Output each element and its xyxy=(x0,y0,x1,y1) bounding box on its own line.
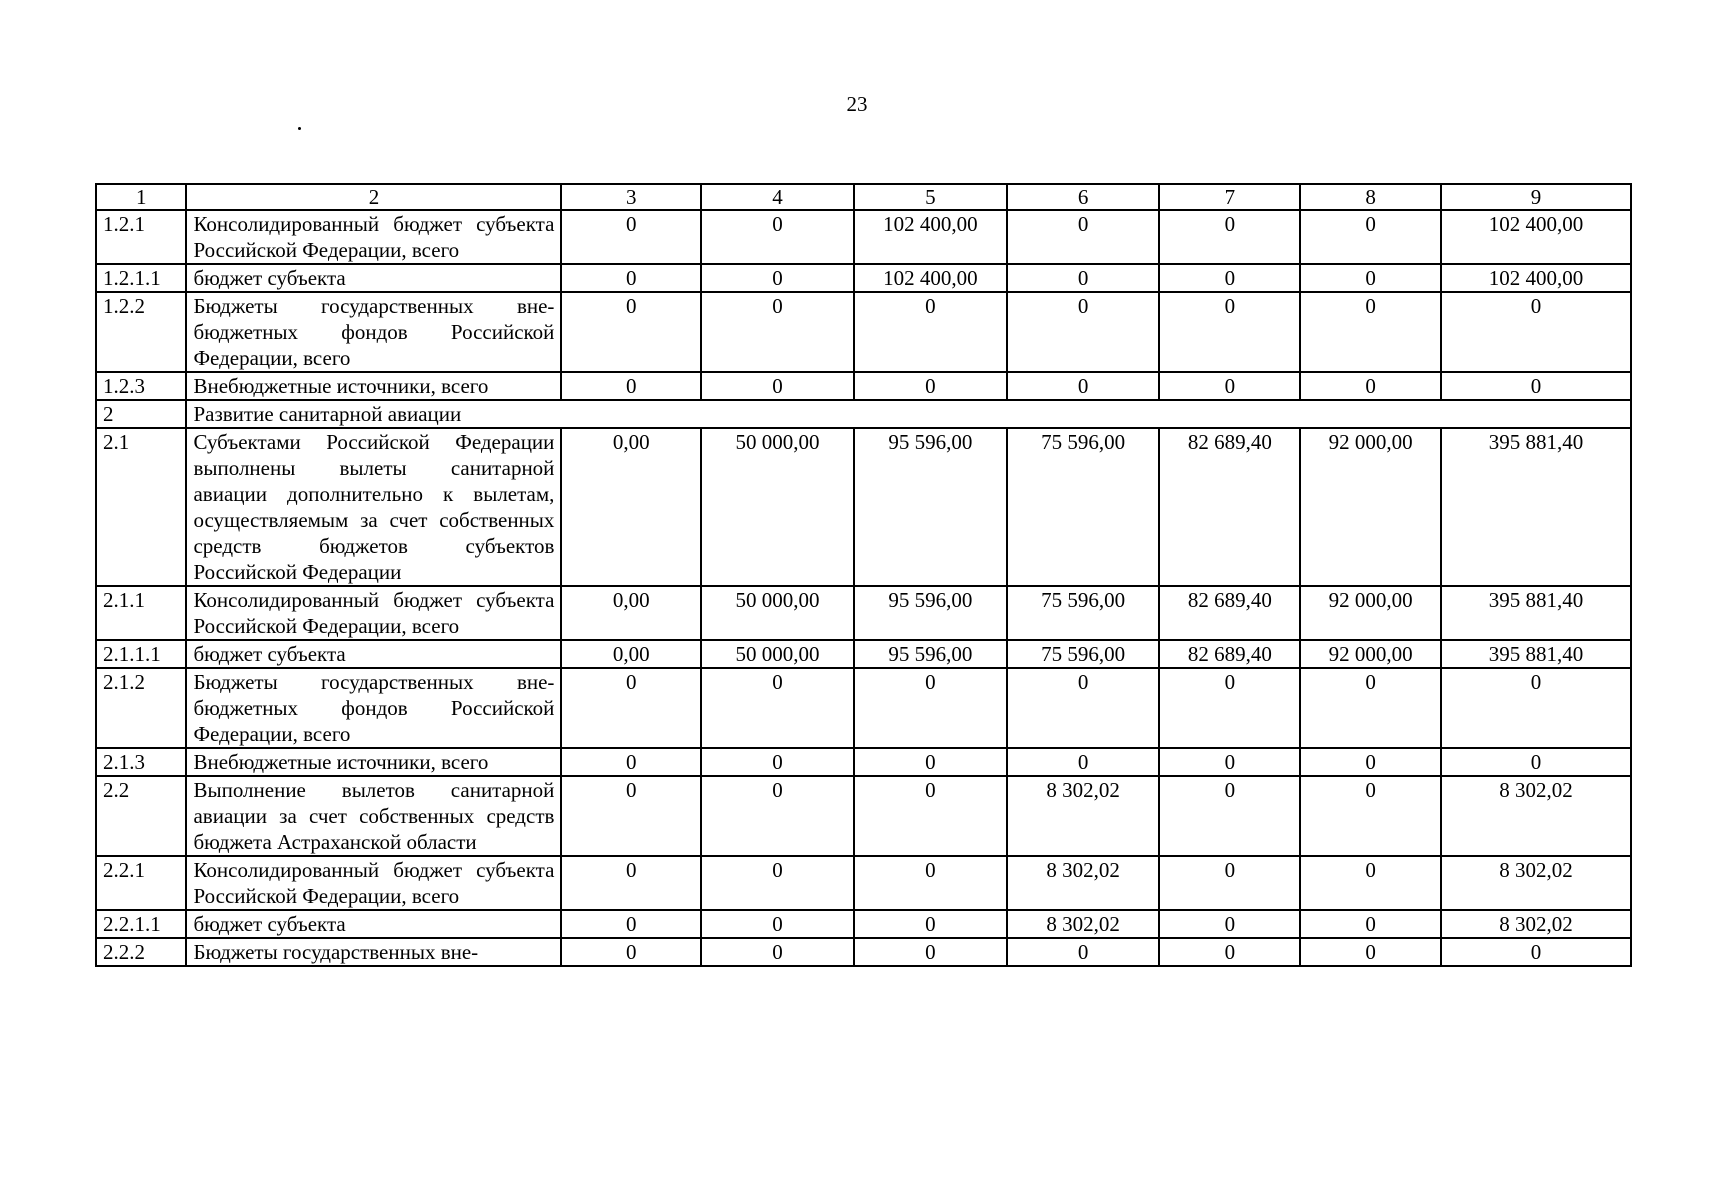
value-col-3: 0 xyxy=(561,668,701,748)
table-row xyxy=(96,748,1631,776)
value-col-5: 0 xyxy=(854,748,1007,776)
value-col-7: 0 xyxy=(1159,776,1300,856)
value-col-4: 0 xyxy=(701,372,854,400)
value-col-6: 8 302,02 xyxy=(1007,910,1160,938)
value-col-4: 0 xyxy=(701,264,854,292)
value-col-9: 102 400,00 xyxy=(1441,210,1631,264)
table-row xyxy=(96,210,1631,264)
table-row xyxy=(96,776,1631,856)
value-col-5: 95 596,00 xyxy=(854,586,1007,640)
value-col-4: 0 xyxy=(701,856,854,910)
value-col-5: 0 xyxy=(854,856,1007,910)
value-col-5: 0 xyxy=(854,910,1007,938)
row-code: 2.2.1 xyxy=(96,856,186,910)
value-col-8: 0 xyxy=(1300,210,1441,264)
value-col-8: 0 xyxy=(1300,856,1441,910)
row-code: 2.1.1.1 xyxy=(96,640,186,668)
value-col-3: 0 xyxy=(561,856,701,910)
row-name: бюджет субъекта xyxy=(186,910,561,938)
table-row xyxy=(96,910,1631,938)
row-code: 2 xyxy=(96,400,186,428)
value-col-4: 0 xyxy=(701,776,854,856)
value-col-3: 0 xyxy=(561,264,701,292)
value-col-9: 395 881,40 xyxy=(1441,428,1631,586)
value-col-9: 8 302,02 xyxy=(1441,856,1631,910)
value-col-3: 0,00 xyxy=(561,640,701,668)
value-col-5: 0 xyxy=(854,668,1007,748)
row-name: Консолидированный бюджет субъекта Российской Федерации, всего xyxy=(186,856,561,910)
column-header-4: 4 xyxy=(701,184,854,210)
value-col-3: 0 xyxy=(561,210,701,264)
value-col-8: 92 000,00 xyxy=(1300,640,1441,668)
column-header-5: 5 xyxy=(854,184,1007,210)
column-header-3: 3 xyxy=(561,184,701,210)
value-col-9: 0 xyxy=(1441,372,1631,400)
value-col-4: 50 000,00 xyxy=(701,428,854,586)
value-col-9: 0 xyxy=(1441,292,1631,372)
row-code: 2.2 xyxy=(96,776,186,856)
value-col-9: 395 881,40 xyxy=(1441,640,1631,668)
value-col-6: 75 596,00 xyxy=(1007,586,1160,640)
row-code: 2.1.2 xyxy=(96,668,186,748)
table-row xyxy=(96,372,1631,400)
row-code: 2.1.1 xyxy=(96,586,186,640)
value-col-8: 0 xyxy=(1300,910,1441,938)
value-col-6: 0 xyxy=(1007,292,1160,372)
value-col-9: 0 xyxy=(1441,748,1631,776)
row-name: Бюджеты государственных вне-бюджетных фондов Российской Федерации, всего xyxy=(186,292,561,372)
page-number: 23 xyxy=(846,92,868,116)
value-col-6: 0 xyxy=(1007,668,1160,748)
value-col-3: 0 xyxy=(561,748,701,776)
row-code: 1.2.3 xyxy=(96,372,186,400)
value-col-7: 82 689,40 xyxy=(1159,640,1300,668)
value-col-6: 0 xyxy=(1007,264,1160,292)
value-col-7: 0 xyxy=(1159,292,1300,372)
value-col-5: 102 400,00 xyxy=(854,210,1007,264)
value-col-4: 50 000,00 xyxy=(701,586,854,640)
table-row xyxy=(96,264,1631,292)
value-col-3: 0,00 xyxy=(561,586,701,640)
value-col-9: 395 881,40 xyxy=(1441,586,1631,640)
value-col-7: 0 xyxy=(1159,938,1300,966)
table-row xyxy=(96,428,1631,586)
value-col-8: 92 000,00 xyxy=(1300,428,1441,586)
value-col-5: 0 xyxy=(854,776,1007,856)
value-col-7: 0 xyxy=(1159,668,1300,748)
value-col-5: 95 596,00 xyxy=(854,428,1007,586)
value-col-6: 75 596,00 xyxy=(1007,428,1160,586)
row-code: 2.2.2 xyxy=(96,938,186,966)
value-col-4: 0 xyxy=(701,938,854,966)
value-col-5: 0 xyxy=(854,372,1007,400)
table-row xyxy=(96,856,1631,910)
value-col-3: 0 xyxy=(561,372,701,400)
value-col-8: 0 xyxy=(1300,264,1441,292)
value-col-6: 0 xyxy=(1007,372,1160,400)
row-code: 1.2.1.1 xyxy=(96,264,186,292)
value-col-6: 8 302,02 xyxy=(1007,776,1160,856)
row-name: Внебюджетные источники, всего xyxy=(186,372,561,400)
value-col-7: 82 689,40 xyxy=(1159,428,1300,586)
value-col-9: 8 302,02 xyxy=(1441,910,1631,938)
row-name: Внебюджетные источники, всего xyxy=(186,748,561,776)
value-col-7: 0 xyxy=(1159,264,1300,292)
value-col-4: 0 xyxy=(701,910,854,938)
value-col-8: 0 xyxy=(1300,776,1441,856)
value-col-9: 8 302,02 xyxy=(1441,776,1631,856)
row-name: бюджет субъекта xyxy=(186,640,561,668)
value-col-8: 0 xyxy=(1300,292,1441,372)
value-col-3: 0 xyxy=(561,776,701,856)
row-code: 2.2.1.1 xyxy=(96,910,186,938)
value-col-8: 0 xyxy=(1300,748,1441,776)
column-header-2: 2 xyxy=(186,184,561,210)
row-name: Консолидированный бюджет субъекта Российской Федерации, всего xyxy=(186,210,561,264)
column-header-9: 9 xyxy=(1441,184,1631,210)
table-header-row xyxy=(96,184,1631,210)
table-row xyxy=(96,586,1631,640)
value-col-5: 0 xyxy=(854,938,1007,966)
budget-table xyxy=(95,183,1632,967)
value-col-8: 0 xyxy=(1300,372,1441,400)
value-col-7: 0 xyxy=(1159,748,1300,776)
table-row xyxy=(96,938,1631,966)
row-code: 1.2.2 xyxy=(96,292,186,372)
row-code: 2.1 xyxy=(96,428,186,586)
value-col-4: 0 xyxy=(701,292,854,372)
table-row xyxy=(96,292,1631,372)
value-col-7: 0 xyxy=(1159,856,1300,910)
value-col-3: 0 xyxy=(561,292,701,372)
value-col-8: 92 000,00 xyxy=(1300,586,1441,640)
value-col-3: 0 xyxy=(561,910,701,938)
value-col-7: 0 xyxy=(1159,910,1300,938)
value-col-9: 0 xyxy=(1441,668,1631,748)
value-col-8: 0 xyxy=(1300,938,1441,966)
value-col-6: 0 xyxy=(1007,748,1160,776)
value-col-7: 0 xyxy=(1159,210,1300,264)
value-col-3: 0 xyxy=(561,938,701,966)
value-col-5: 102 400,00 xyxy=(854,264,1007,292)
column-header-1: 1 xyxy=(96,184,186,210)
value-col-9: 0 xyxy=(1441,938,1631,966)
value-col-4: 50 000,00 xyxy=(701,640,854,668)
column-header-8: 8 xyxy=(1300,184,1441,210)
row-name: Бюджеты государственных вне- xyxy=(186,938,561,966)
scan-speck xyxy=(298,127,301,130)
value-col-5: 0 xyxy=(854,292,1007,372)
value-col-3: 0,00 xyxy=(561,428,701,586)
value-col-7: 0 xyxy=(1159,372,1300,400)
value-col-4: 0 xyxy=(701,210,854,264)
row-name: Консолидированный бюджет субъекта Российской Федерации, всего xyxy=(186,586,561,640)
table-row xyxy=(96,640,1631,668)
value-col-6: 0 xyxy=(1007,210,1160,264)
row-name: Выполнение вылетов санитарной авиации за счет собственных средств бюджета Астраханской области xyxy=(186,776,561,856)
row-code: 2.1.3 xyxy=(96,748,186,776)
row-code: 1.2.1 xyxy=(96,210,186,264)
row-name: Субъектами Российской Федерации выполнены вылеты санитарной авиации дополнительно к вылетам, осуществляемым за счет собственных средств бюджетов субъектов Российской Федерации xyxy=(186,428,561,586)
row-name: Развитие санитарной авиации xyxy=(186,400,1631,428)
value-col-6: 0 xyxy=(1007,938,1160,966)
value-col-5: 95 596,00 xyxy=(854,640,1007,668)
table-row xyxy=(96,668,1631,748)
value-col-4: 0 xyxy=(701,748,854,776)
row-name: Бюджеты государственных вне-бюджетных фондов Российской Федерации, всего xyxy=(186,668,561,748)
value-col-4: 0 xyxy=(701,668,854,748)
value-col-9: 102 400,00 xyxy=(1441,264,1631,292)
column-header-6: 6 xyxy=(1007,184,1160,210)
value-col-8: 0 xyxy=(1300,668,1441,748)
column-header-7: 7 xyxy=(1159,184,1300,210)
value-col-6: 8 302,02 xyxy=(1007,856,1160,910)
value-col-7: 82 689,40 xyxy=(1159,586,1300,640)
row-name: бюджет субъекта xyxy=(186,264,561,292)
value-col-6: 75 596,00 xyxy=(1007,640,1160,668)
table-row xyxy=(96,400,1631,428)
